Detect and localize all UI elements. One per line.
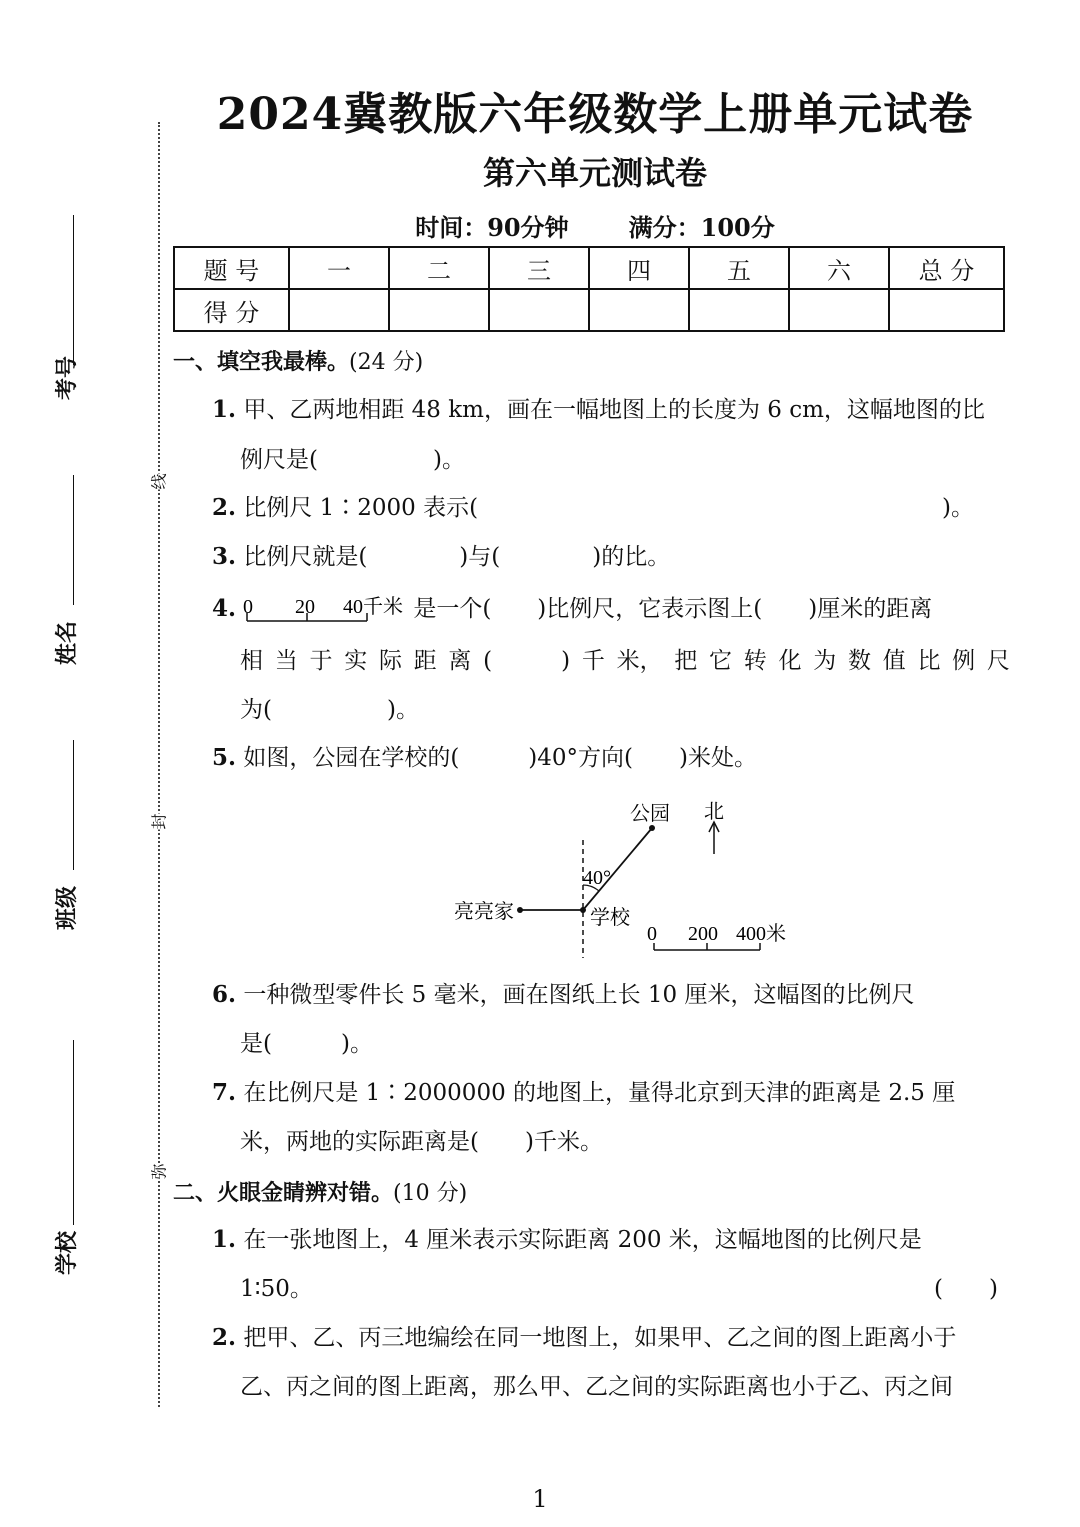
exam-subtitle: 第六单元测试卷	[482, 154, 707, 192]
question-2-1-line2: 1∶50。	[240, 1276, 313, 1302]
question-text: 把甲、乙、丙三地编绘在同一地图上，如果甲、乙之间的图上距离小于	[243, 1325, 957, 1351]
question-text: 如图，公园在学校的( )40°方向( )米处。	[243, 745, 757, 771]
question-number: 3.	[212, 543, 237, 570]
name-line[interactable]	[73, 475, 74, 605]
word: 为	[813, 648, 837, 674]
word: 实	[344, 648, 368, 674]
question-number: 4.	[212, 595, 237, 622]
cut-mark-seal: 封	[147, 813, 170, 829]
question-1-7-line2[interactable]: 米，两地的实际距离是( )千米。	[240, 1129, 603, 1155]
table-cell: 题 号	[174, 247, 289, 289]
exam-no-line[interactable]	[73, 215, 74, 365]
fig-scale-label: 400米	[736, 923, 786, 945]
score-table-score-row	[174, 289, 1004, 331]
word: 数	[847, 648, 871, 674]
section-points: (24 分)	[349, 350, 424, 375]
exam-no-label: 考号	[55, 355, 80, 400]
word: 际	[378, 648, 402, 674]
word: 相	[240, 648, 263, 674]
question-1-2[interactable]	[212, 483, 1012, 533]
question-1-1-line2[interactable]: 例尺是( )。	[240, 447, 465, 473]
question-number: 1.	[212, 1226, 237, 1253]
fig-scale-label: 0	[647, 923, 657, 945]
exam-info	[0, 208, 1080, 243]
word: 值	[882, 648, 906, 674]
cut-mark-line: 线	[147, 473, 170, 489]
question-1-4[interactable]	[212, 584, 1012, 634]
table-cell: 四	[589, 247, 689, 289]
question-text: 一种微型零件长 5 毫米，画在图纸上长 10 厘米，这幅图的比例尺	[243, 982, 915, 1008]
answer-blank[interactable]: ( )	[483, 648, 571, 674]
park-point	[649, 825, 655, 831]
question-2-1	[212, 1215, 1012, 1265]
section-title-text: 一、填空我最棒。	[173, 350, 350, 375]
page-number: 1	[532, 1485, 548, 1513]
question-number: 5.	[212, 744, 237, 771]
question-2-2	[212, 1313, 1012, 1363]
word: 距	[413, 648, 437, 674]
score-input-cell[interactable]	[789, 289, 889, 331]
class-line[interactable]	[73, 740, 74, 870]
line-scale-figure	[243, 595, 413, 625]
score-table-header-row	[174, 247, 1004, 289]
question-number: 7.	[212, 1079, 237, 1106]
school-line[interactable]	[73, 1040, 74, 1225]
word: 比	[917, 648, 941, 674]
table-cell: 三	[489, 247, 589, 289]
question-text: 比例尺就是( )与( )的比。	[243, 544, 671, 570]
question-number: 2.	[212, 494, 237, 521]
full-score: 满分：100分	[628, 213, 775, 242]
park-label: 公园	[630, 801, 670, 825]
question-1-6-line2[interactable]: 是( )。	[240, 1031, 373, 1057]
word: 千	[581, 648, 605, 674]
table-cell: 一	[289, 247, 389, 289]
north-label: 北	[704, 799, 724, 823]
question-1-6	[212, 970, 1012, 1020]
seal-dotted-line	[158, 122, 160, 1407]
time-limit: 时间：90分钟	[415, 213, 569, 242]
fig-scale-label: 200	[688, 923, 718, 945]
question-text-end: )。	[942, 495, 974, 521]
word: 尺	[986, 648, 1010, 674]
word: 化	[778, 648, 802, 674]
section-1-title	[173, 345, 423, 376]
section-title-text: 二、火眼金睛辨对错。	[173, 1181, 394, 1206]
question-1-7	[212, 1068, 1012, 1118]
question-number: 2.	[212, 1324, 237, 1351]
scale-label: 40千米	[343, 596, 404, 618]
question-1-3[interactable]	[212, 532, 1012, 582]
question-1-5[interactable]	[212, 733, 1012, 783]
table-cell: 得 分	[174, 289, 289, 331]
question-text: 甲、乙两地相距 48 km，画在一幅地图上的长度为 6 cm，这幅地图的比	[243, 397, 985, 423]
score-input-cell[interactable]	[689, 289, 789, 331]
score-input-cell[interactable]	[489, 289, 589, 331]
question-1-4-line2[interactable]	[240, 636, 1010, 686]
school-label: 学校	[55, 1230, 80, 1275]
question-number: 1.	[212, 396, 237, 423]
word: 米，	[616, 648, 663, 674]
question-1-1	[212, 385, 1012, 435]
scale-label: 20	[295, 596, 316, 618]
question-text: 比例尺 1∶2000 表示(	[243, 495, 479, 521]
word: 把	[674, 648, 698, 674]
word: 离	[448, 648, 472, 674]
exam-title: 2024冀教版六年级数学上册单元试卷	[216, 89, 974, 140]
line-scale-svg	[243, 591, 413, 625]
question-text: 是一个( )比例尺，它表示图上( )厘米的距离	[413, 596, 933, 622]
class-label: 班级	[55, 885, 80, 930]
school-label: 学校	[590, 905, 630, 929]
word: 于	[309, 648, 333, 674]
section-2-title	[173, 1176, 467, 1207]
school-point	[580, 907, 586, 913]
question-number: 6.	[212, 981, 237, 1008]
score-input-cell[interactable]	[589, 289, 689, 331]
question-1-4-line3[interactable]: 为( )。	[240, 697, 419, 723]
judge-answer-blank[interactable]: ( )	[934, 1276, 998, 1302]
word: 当	[274, 648, 298, 674]
question-text: 在一张地图上，4 厘米表示实际距离 200 米，这幅地图的比例尺是	[243, 1227, 922, 1253]
table-cell: 二	[389, 247, 489, 289]
name-label: 姓名	[55, 620, 80, 665]
section-points: (10 分)	[393, 1181, 468, 1206]
score-table	[173, 246, 1005, 332]
scale-label: 0	[243, 596, 254, 618]
table-cell: 六	[789, 247, 889, 289]
score-input-cell[interactable]	[289, 289, 389, 331]
table-cell: 五	[689, 247, 789, 289]
score-input-cell[interactable]	[889, 289, 1004, 331]
angle-label: 40°	[583, 867, 611, 889]
cut-mark-close: 弥	[147, 1163, 170, 1179]
word: 转	[743, 648, 767, 674]
score-input-cell[interactable]	[389, 289, 489, 331]
word: 例	[952, 648, 976, 674]
question-text: 在比例尺是 1∶2000000 的地图上，量得北京到天津的距离是 2.5 厘	[243, 1080, 956, 1106]
direction-figure	[440, 790, 800, 960]
home-label: 亮亮家	[454, 899, 514, 923]
word: 它	[709, 648, 733, 674]
table-cell: 总 分	[889, 247, 1004, 289]
question-2-2-line2: 乙、丙之间的图上距离，那么甲、乙之间的实际距离也小于乙、丙之间	[240, 1374, 953, 1400]
home-point	[517, 907, 523, 913]
